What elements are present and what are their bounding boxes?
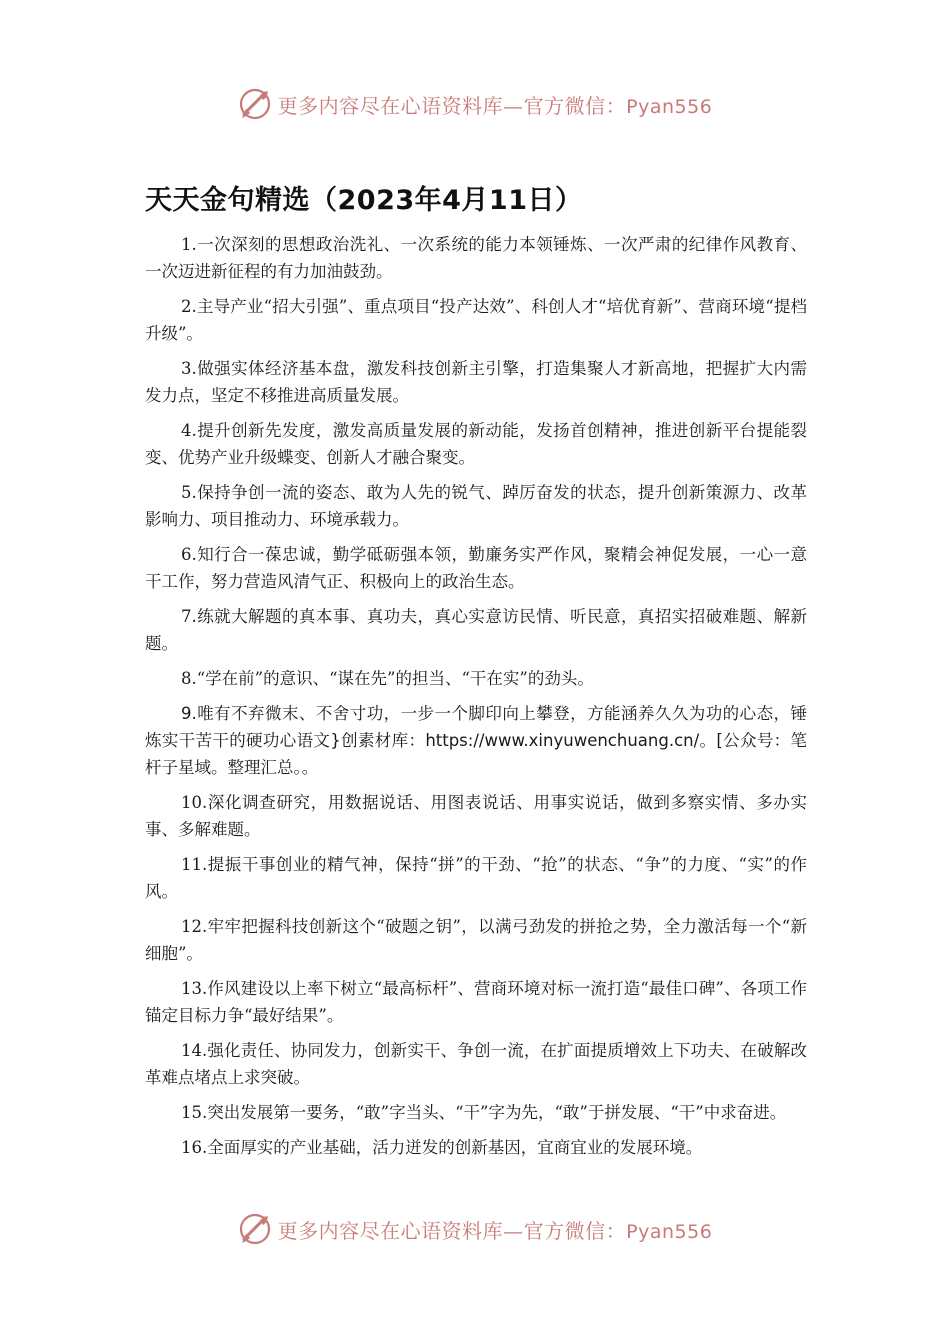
page-title: 天天金句精选（2023年4月11日）: [145, 185, 583, 216]
list-item: 6.知行合一葆忠诚，勤学砥砺强本领，勤廉务实严作风，聚精会神促发展，一心一意干工作，努力营造风清气正、积极向上的政治生态。: [145, 545, 807, 591]
brush-pen-logo-icon: [238, 1212, 272, 1246]
wechat-id: Pyan556: [626, 1220, 713, 1243]
list-item: 11.提振干事创业的精气神，保持“拼”的干劲、“抢”的状态、“争”的力度、“实”的作风。: [145, 855, 807, 901]
list-item: 3.做强实体经济基本盘，激发科技创新主引擎，打造集聚人才新高地，把握扩大内需发力点，坚定不移推进高质量发展。: [145, 359, 807, 405]
list-item: 2.主导产业“招大引强”、重点项目“投产达效”、科创人才“培优育新”、营商环境“提档升级”。: [145, 297, 807, 343]
list-item: 5.保持争创一流的姿态、敢为人先的锐气、踔厉奋发的状态，提升创新策源力、改革影响力、项目推动力、环境承载力。: [145, 483, 807, 529]
list-item: 7.练就大解题的真本事、真功夫，真心实意访民情、听民意，真招实招破难题、解新题。: [145, 607, 807, 653]
list-item: 15.突出发展第一要务，“敢”字当头、“干”字为先，“敢”于拼发展、“干”中求奋进。: [181, 1103, 787, 1122]
list-item: 14.强化责任、协同发力，创新实干、争创一流，在扩面提质增效上下功夫、在破解改革难点堵点上求突破。: [145, 1041, 807, 1087]
list-item: 10.深化调查研究，用数据说话、用图表说话、用事实说话，做到多察实情、多办实事、多解难题。: [145, 793, 807, 839]
list-item: 8.“学在前”的意识、“谋在先”的担当、“干在实”的劲头。: [181, 669, 594, 688]
wechat-id: Pyan556: [626, 95, 713, 118]
list-item: 4.提升创新先发度，激发高质量发展的新动能，发扬首创精神，推进创新平台提能裂变、优势产业升级蝶变、创新人才融合聚变。: [145, 421, 807, 467]
list-item: 12.牢牢把握科技创新这个“破题之钥”，以满弓劲发的拼抢之势，全力激活每一个“新细胞”。: [145, 917, 807, 963]
list-item: 1.一次深刻的思想政治洗礼、一次系统的能力本领锤炼、一次严肃的纪律作风教育、一次迈进新征程的有力加油鼓劲。: [145, 235, 807, 281]
footer-banner-text: 更多内容尽在心语资料库—官方微信：Pyan556: [277, 1218, 713, 1243]
promo-url-link[interactable]: https://www.xinyuwenchuang.cn/: [425, 731, 700, 750]
brush-pen-logo-icon: [238, 87, 272, 121]
header-banner: [0, 84, 950, 124]
list-item-promo: 9.唯有不弃微末、不舍寸功，一步一个脚印向上攀登，方能涵养久久为功的心态，锤炼实干苦干的硬功心语文}创素材库：https://www.xinyuwenchuang.cn/。[公众号：笔杆子星域。整理汇总。。: [145, 704, 808, 777]
quote-list: [145, 231, 807, 1169]
footer-banner: [0, 1209, 950, 1249]
list-item: 16.全面厚实的产业基础，活力迸发的创新基因，宜商宜业的发展环境。: [181, 1138, 703, 1157]
header-banner-text: 更多内容尽在心语资料库—官方微信：Pyan556: [277, 93, 713, 118]
list-item: 13.作风建设以上率下树立“最高标杆”、营商环境对标一流打造“最佳口碑”、各项工作锚定目标力争“最好结果”。: [145, 979, 807, 1025]
